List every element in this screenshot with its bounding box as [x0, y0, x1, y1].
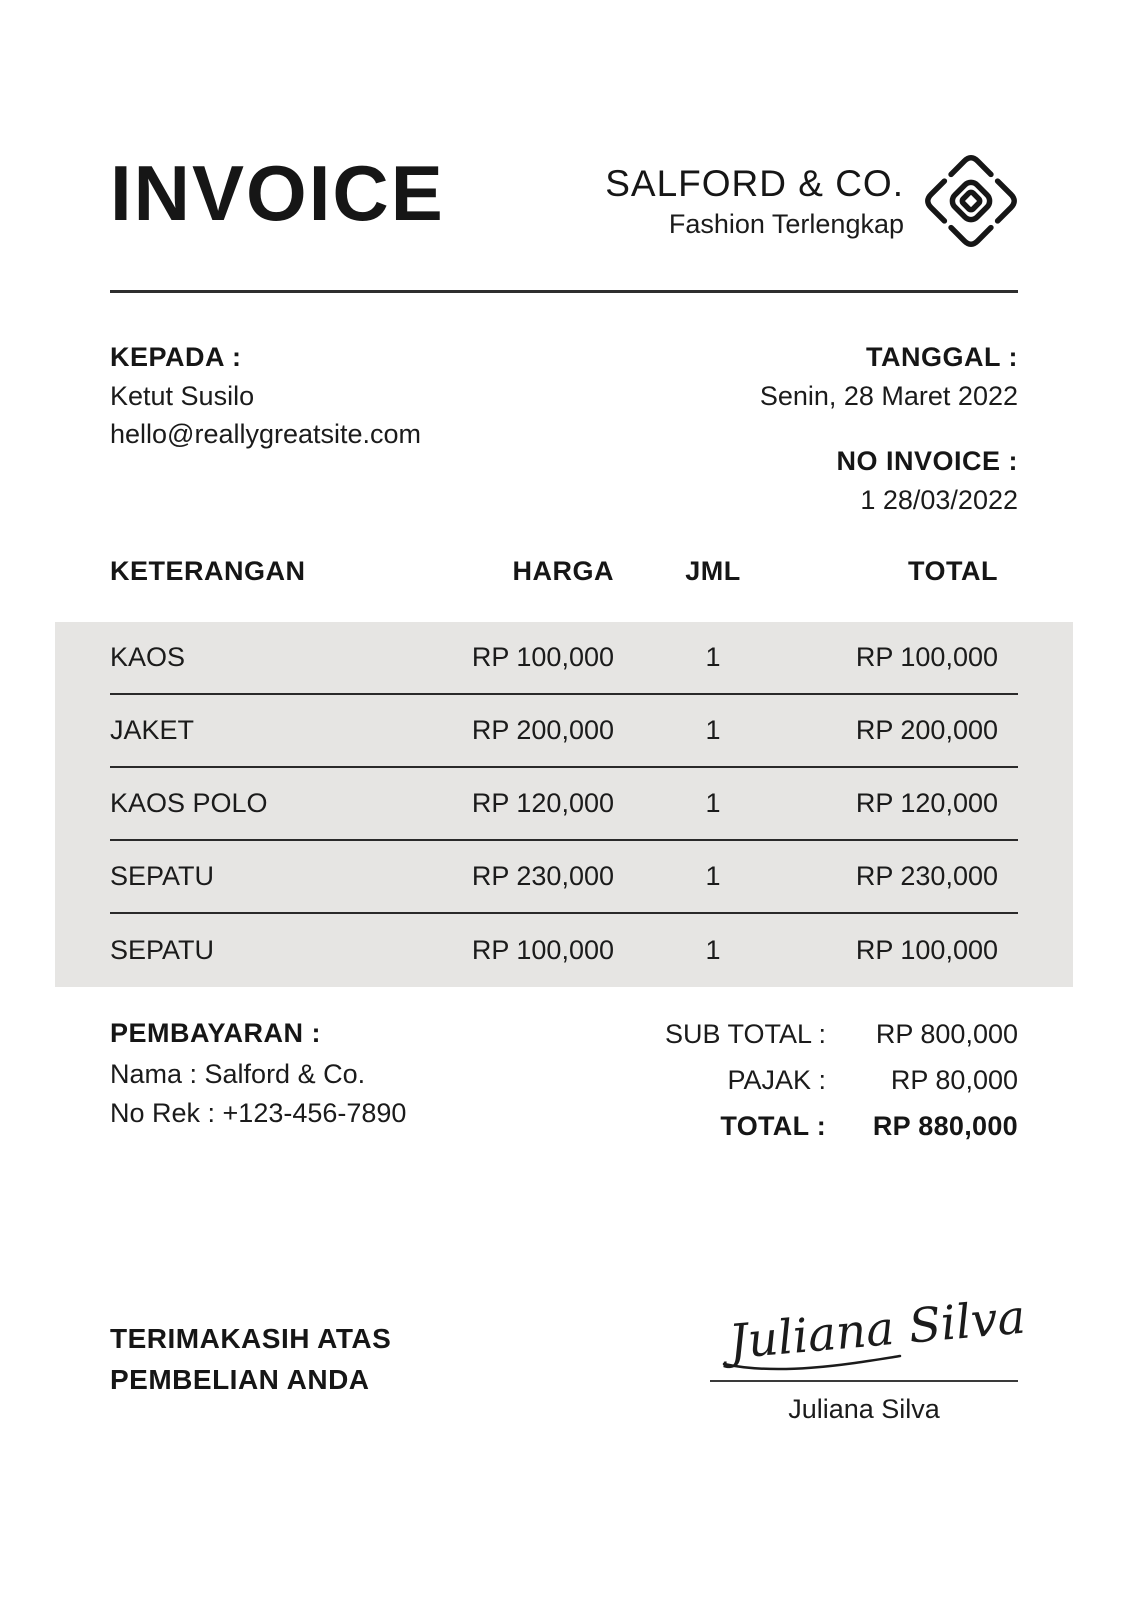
item-price: RP 100,000 [471, 642, 614, 672]
item-price: RP 230,000 [471, 861, 614, 891]
item-total: RP 200,000 [855, 715, 998, 745]
table-body [55, 622, 1073, 987]
item-price: RP 100,000 [471, 935, 614, 965]
brand-name: SALFORD & CO. [605, 163, 904, 204]
table-row [110, 622, 1018, 695]
grand-total-value: RP 880,000 [872, 1111, 1018, 1141]
brand-block [605, 154, 1018, 248]
item-name: JAKET [110, 715, 195, 745]
item-price: RP 200,000 [471, 715, 614, 745]
header-divider [110, 290, 1018, 293]
column-header-total: TOTAL [908, 555, 998, 586]
date-value: Senin, 28 Maret 2022 [759, 381, 1018, 411]
item-qty: 1 [705, 642, 721, 672]
table-row [110, 841, 1018, 914]
brand-tagline: Fashion Terlengkap [668, 209, 904, 239]
thank-you-line1: TERIMAKASIH ATAS [110, 1323, 392, 1354]
signature-printed-name: Juliana Silva [788, 1394, 940, 1424]
item-total: RP 100,000 [855, 935, 998, 965]
item-total: RP 100,000 [855, 642, 998, 672]
recipient-name: Ketut Susilo [110, 381, 255, 411]
payment-account: No Rek : +123-456-7890 [110, 1098, 407, 1128]
item-name: SEPATU [110, 861, 215, 891]
thank-you-line2: PEMBELIAN ANDA [110, 1364, 370, 1395]
invoice-number-value: 1 28/03/2022 [860, 485, 1018, 515]
signature-script-text: Juliana Silva [726, 1289, 1028, 1371]
table-row [110, 695, 1018, 768]
column-header-keterangan: KETERANGAN [110, 555, 306, 586]
tax-value: RP 80,000 [890, 1065, 1018, 1095]
grand-total-label: TOTAL : [720, 1111, 826, 1141]
date-label: TANGGAL : [866, 342, 1018, 372]
header [110, 148, 1018, 248]
tax-label: PAJAK : [727, 1065, 826, 1095]
payment-block [110, 1011, 406, 1146]
page-title: INVOICE [110, 149, 445, 237]
signature-line [710, 1380, 1018, 1382]
interlocked-diamonds-icon [924, 154, 1018, 248]
item-qty: 1 [705, 935, 721, 965]
invoice-number-label: NO INVOICE : [836, 446, 1018, 476]
item-name: SEPATU [110, 935, 215, 965]
brand-text [605, 161, 904, 241]
recipient-block [110, 337, 421, 519]
thank-you-note [110, 1318, 391, 1400]
footer [110, 1264, 1028, 1428]
table-row [110, 768, 1018, 841]
item-total: RP 230,000 [855, 861, 998, 891]
meta-spacer [760, 415, 1018, 441]
payment-name: Nama : Salford & Co. [110, 1059, 366, 1089]
item-qty: 1 [705, 861, 721, 891]
item-qty: 1 [705, 715, 721, 745]
subtotal-label: SUB TOTAL : [664, 1019, 826, 1049]
recipient-label: KEPADA : [110, 342, 242, 372]
items-table [110, 551, 1018, 987]
column-header-harga: HARGA [512, 555, 614, 586]
column-header-jml: JML [685, 555, 741, 586]
invoice-meta-block [760, 337, 1018, 519]
subtotal-value: RP 800,000 [875, 1019, 1018, 1049]
recipient-email: hello@reallygreatsite.com [110, 419, 422, 449]
info-section [110, 337, 1018, 519]
signature-block [710, 1264, 1028, 1428]
payment-label: PEMBAYARAN : [110, 1018, 322, 1048]
signature-script [710, 1264, 1030, 1386]
item-total: RP 120,000 [855, 788, 998, 818]
totals-block [665, 1015, 1018, 1146]
payment-section [110, 1011, 1018, 1146]
table-header-row [110, 551, 1018, 591]
item-price: RP 120,000 [471, 788, 614, 818]
table-row [110, 914, 1018, 987]
item-name: KAOS POLO [110, 788, 268, 818]
item-name: KAOS [110, 642, 186, 672]
item-qty: 1 [705, 788, 721, 818]
